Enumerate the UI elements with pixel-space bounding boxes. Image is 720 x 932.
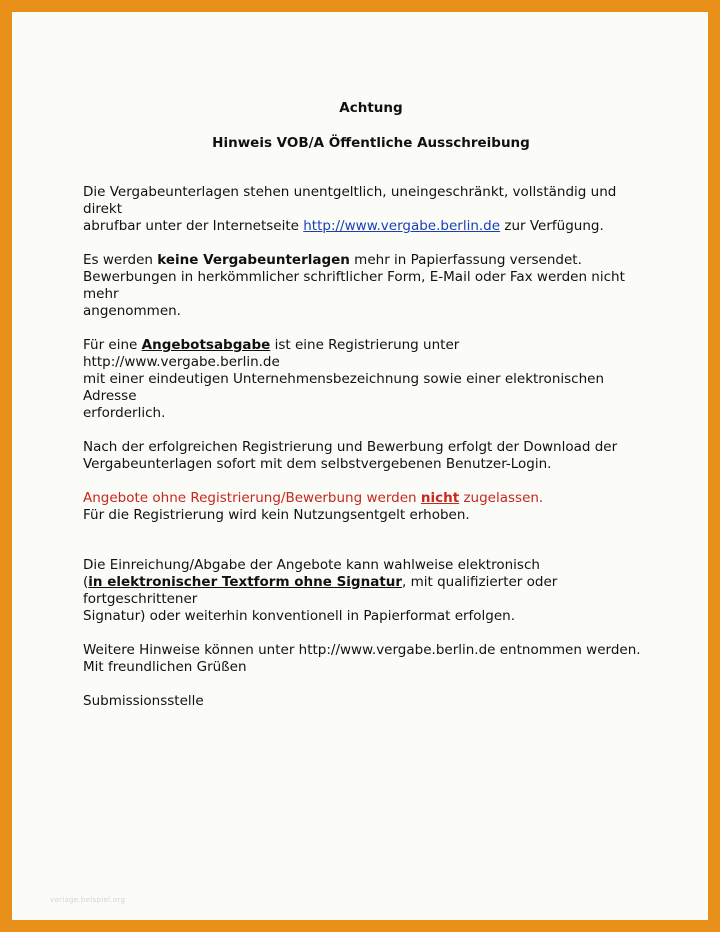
closing-greeting: Mit freundlichen Grüßen bbox=[83, 659, 247, 675]
paragraph-download bbox=[83, 439, 653, 473]
watermark: vorlage.beispiel.org bbox=[50, 896, 126, 904]
registration-line-3: erforderlich. bbox=[83, 405, 166, 421]
spacer bbox=[83, 541, 653, 557]
availability-line-2-end: zur Verfügung. bbox=[500, 218, 604, 234]
paragraph-registration bbox=[83, 337, 653, 422]
document-title: Achtung bbox=[339, 100, 403, 116]
paragraph-availability bbox=[83, 184, 653, 235]
no-paper-end: mehr in Papierfassung versendet. bbox=[349, 252, 582, 268]
submission-bold: in elektronischer Textform ohne Signatur bbox=[88, 574, 403, 590]
paragraph-submission bbox=[83, 557, 653, 625]
availability-line-2-start: abrufbar unter der Internetseite bbox=[83, 218, 304, 234]
paragraph-warning bbox=[83, 490, 653, 524]
registration-bold: Angebotsabgabe bbox=[141, 337, 271, 353]
warning-bold: nicht bbox=[420, 490, 460, 506]
registration-start: Für eine bbox=[83, 337, 142, 353]
submission-paren: ( bbox=[83, 574, 89, 590]
download-line-1: Nach der erfolgreichen Registrierung und Bewerbung erfolgt der Download der bbox=[83, 439, 618, 455]
warning-start: Angebote ohne Registrierung/Bewerbung werden bbox=[83, 490, 421, 506]
submission-line-3: Signatur) oder weiterhin konventionell in Papierformat erfolgen. bbox=[83, 608, 516, 624]
closing-line-1: Weitere Hinweise können unter http://www.vergabe.berlin.de entnommen werden. bbox=[83, 642, 641, 658]
availability-line-1: Die Vergabeunterlagen stehen unentgeltlich, uneingeschränkt, vollständig und direkt bbox=[83, 184, 617, 217]
registration-end: ist eine Registrierung unter http://www.vergabe.berlin.de bbox=[83, 337, 460, 370]
submission-line-1: Die Einreichung/Abgabe der Angebote kann wahlweise elektronisch bbox=[83, 557, 540, 573]
submission-line-2-end: , mit qualifizierter oder fortgeschrittener bbox=[83, 574, 558, 607]
no-paper-start: Es werden bbox=[83, 252, 158, 268]
document-body bbox=[83, 100, 653, 727]
no-paper-line-2: Bewerbungen in herkömmlicher schriftlicher Form, E-Mail oder Fax werden nicht mehr bbox=[83, 269, 625, 302]
no-paper-line-3: angenommen. bbox=[83, 303, 181, 319]
paragraph-no-paper bbox=[83, 252, 653, 320]
registration-line-2: mit einer eindeutigen Unternehmensbezeichnung sowie einer elektronischen Adresse bbox=[83, 371, 605, 404]
download-line-2: Vergabeunterlagen sofort mit dem selbstvergebenen Benutzer-Login. bbox=[83, 456, 552, 472]
fee-line: Für die Registrierung wird kein Nutzungsentgelt erhoben. bbox=[83, 507, 470, 523]
warning-end: zugelassen. bbox=[459, 490, 544, 506]
signature: Submissionsstelle bbox=[83, 693, 204, 709]
document-page bbox=[12, 12, 708, 920]
document-subtitle: Hinweis VOB/A Öffentliche Ausschreibung bbox=[212, 135, 530, 151]
vergabe-link[interactable]: http://www.vergabe.berlin.de bbox=[303, 218, 501, 234]
no-paper-bold: keine Vergabeunterlagen bbox=[157, 252, 350, 268]
paragraph-closing bbox=[83, 642, 653, 676]
